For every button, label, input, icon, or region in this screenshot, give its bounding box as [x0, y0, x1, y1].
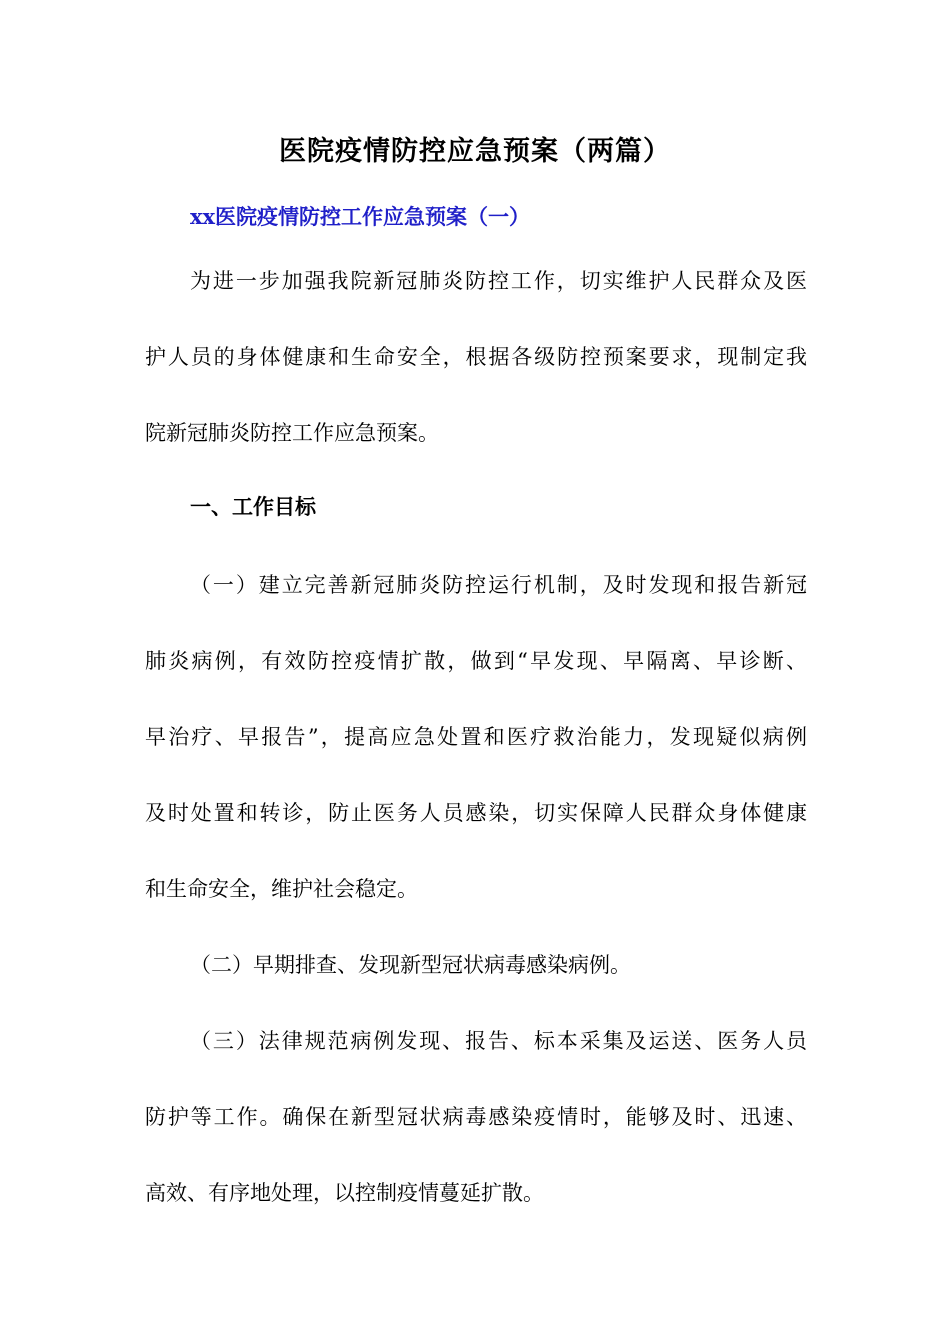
- item-3-paragraph: [145, 1003, 807, 1231]
- intro-line-2: 护人员的身体健康和生命安全，根据各级防控预案要求，现制定我: [145, 345, 807, 369]
- item-3-line-1: （三）法律规范病例发现、报告、标本采集及运送、医务人员: [190, 1029, 807, 1053]
- item-2-paragraph: [145, 927, 807, 1003]
- section-heading-1: 一、工作目标: [190, 494, 316, 519]
- document-title: 医院疫情防控应急预案（两篇）: [279, 136, 671, 167]
- item-1-line-1: （一）建立完善新冠肺炎防控运行机制，及时发现和报告新冠: [190, 573, 807, 597]
- item-1-line-3: 早治疗、早报告”，提高应急处置和医疗救治能力，发现疑似病例: [145, 725, 807, 749]
- item-1-line-5: 和生命安全，维护社会稳定。: [145, 877, 418, 901]
- item-1-line-2: 肺炎病例，有效防控疫情扩散，做到“早发现、早隔离、早诊断、: [145, 649, 807, 673]
- intro-line-1: 为进一步加强我院新冠肺炎防控工作，切实维护人民群众及医: [190, 269, 807, 293]
- intro-line-3: 院新冠肺炎防控工作应急预案。: [145, 421, 439, 445]
- item-1-line-4: 及时处置和转诊，防止医务人员感染，切实保障人民群众身体健康: [145, 801, 807, 825]
- document-subtitle: xx医院疫情防控工作应急预案（一）: [190, 204, 531, 229]
- item-1-paragraph: [145, 547, 807, 927]
- item-3-line-3: 高效、有序地处理，以控制疫情蔓延扩散。: [145, 1181, 544, 1205]
- item-2-line-1: （二）早期排查、发现新型冠状病毒感染病例。: [190, 953, 631, 977]
- item-3-line-2: 防护等工作。确保在新型冠状病毒感染疫情时，能够及时、迅速、: [145, 1105, 807, 1129]
- intro-paragraph: [145, 243, 807, 471]
